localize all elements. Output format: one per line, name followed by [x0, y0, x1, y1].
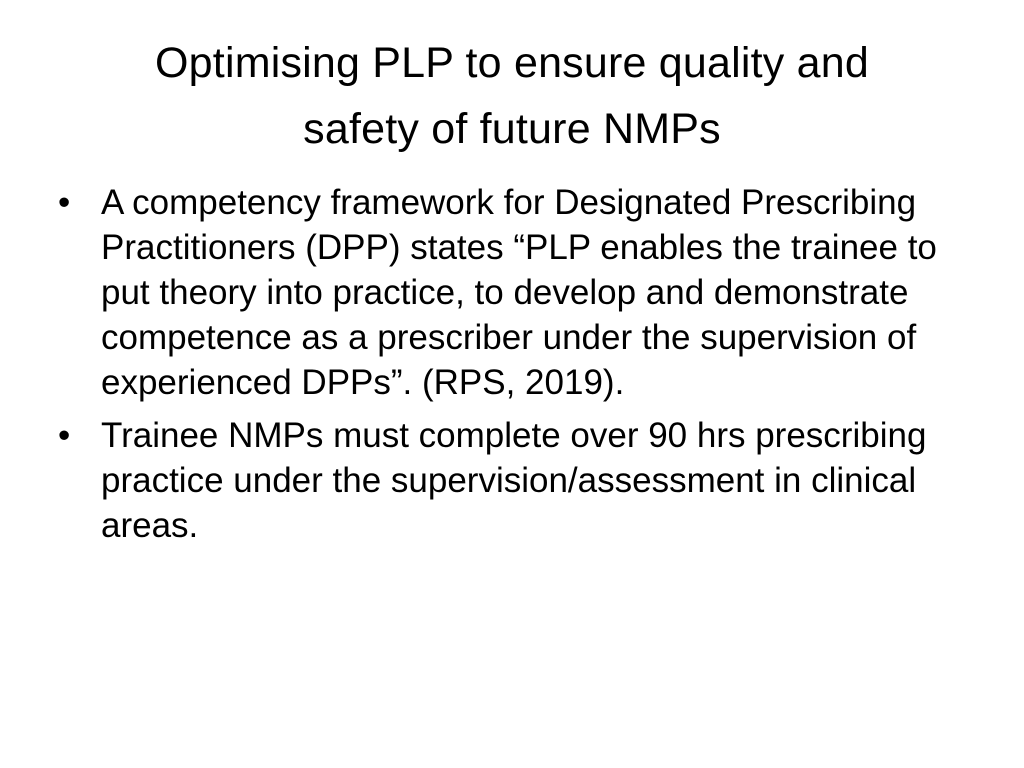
bullet-icon: • [58, 183, 71, 222]
slide-title [40, 30, 984, 162]
bullet-icon: • [58, 416, 71, 455]
slide-title-line-2: safety of future NMPs [303, 105, 721, 153]
bullet-text-competency-framework: A competency framework for Designated Prescribing Practitioners (DPP) states “PLP enables the trainee to put theory into practice, to develop and demonstrate competence as a prescriber under the supervision of experienced DPPs”. (RPS, 2019). [101, 183, 937, 402]
bullet-item-trainee-hours [58, 413, 958, 548]
bullet-item-competency-framework [58, 180, 958, 405]
slide-title-line-1: Optimising PLP to ensure quality and [155, 39, 869, 87]
bullet-text-trainee-hours: Trainee NMPs must complete over 90 hrs prescribing practice under the supervision/assessment in clinical areas. [101, 416, 927, 545]
bullet-list [58, 180, 958, 556]
